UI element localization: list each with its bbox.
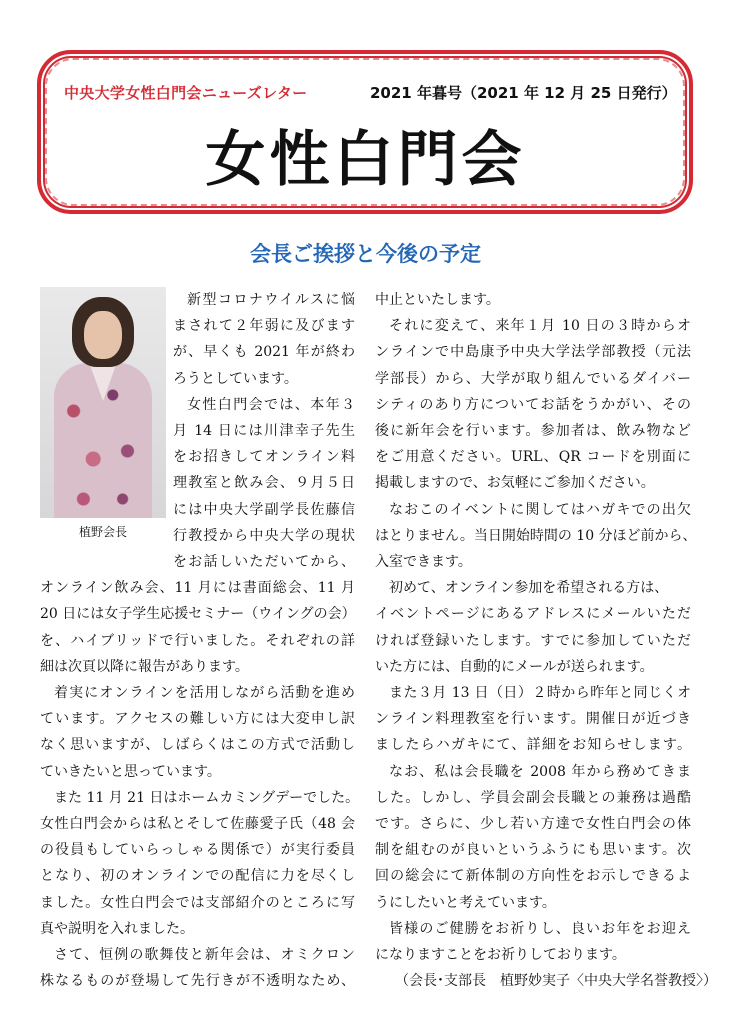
body-line: 初めて、オンライン参加を希望される方は、 (389, 580, 669, 597)
body-line: イベントページにあるアドレスにメールいただ (375, 606, 691, 623)
body-line: 真や説明を入れました。 (40, 920, 194, 937)
body-line: 入室できます。 (375, 554, 472, 570)
body-line: いた方には、自動的にメールが送られます。 (375, 658, 654, 675)
body-line: ンライン料理教室を行います。開催日が近づき (375, 711, 691, 728)
body-line: なお、私は会長職を 2008 年から務めてきま (389, 763, 691, 780)
photo-caption: 植野会長 (78, 525, 127, 539)
newsletter-name: 中央大学女性白門会ニューズレター (64, 84, 308, 102)
article-headline: 会長ご挨拶と今後の予定 (250, 242, 481, 266)
body-line: ています。アクセスの難しい方には大変申し訳 (40, 711, 355, 728)
body-line: さて、恒例の歌舞伎と新年会は、オミクロン (54, 947, 355, 963)
body-line: （会長･支部長 植野妙実子〈中央大学名誉教授〉） (395, 973, 717, 990)
body-line: 掲載しますので、お気軽にご参加ください。 (375, 475, 655, 492)
body-line: ろうとしています。 (173, 370, 298, 387)
body-line: になりますことをお祈りしております。 (375, 947, 626, 963)
body-line: ましたらハガキにて、詳細をお知らせします。 (375, 737, 691, 754)
body-line: ければ登録いたします。すでに参加していただ (375, 632, 691, 649)
body-line: 株なるものが登場して先行きが不透明なため、 (40, 973, 355, 990)
body-line: それに変えて、来年１月 10 日の３時からオ (389, 318, 691, 335)
president-photo (40, 287, 166, 518)
body-line: 新型コロナウイルスに悩 (187, 292, 355, 308)
body-line: 理教室と飲み会、９月５日 (173, 475, 355, 492)
body-line: をご用意ください。URL、QR コードを別面に (375, 449, 691, 466)
body-line: ました。女性白門会では支部紹介のところに写 (40, 894, 355, 911)
body-line: の役員もしていらっしゃる関係で）が実行委員 (40, 842, 355, 859)
body-line: 女性白門会では、本年３ (187, 396, 355, 413)
body-line: 後に新年会を行います。参加者は、飲み物など (375, 423, 691, 439)
body-line: まされて２年弱に及びます (173, 318, 355, 335)
body-line: 制を組むのが良いというふうにも思います。次 (375, 842, 691, 859)
body-line: はとりません。当日開始時間の 10 分ほど前から、 (375, 527, 697, 544)
issue-date: 2021 年暮号（2021 年 12 月 25 日発行） (370, 84, 677, 102)
body-line: 中止といたします。 (375, 292, 500, 308)
body-line: 細は次頁以降に報告があります。 (40, 658, 249, 675)
body-line: 着実にオンラインを活用しながら活動を進め (54, 685, 355, 701)
masthead-title: 女性白門会 (205, 125, 526, 195)
body-line: また 11 月 21 日はホームカミングデーでした。 (54, 789, 360, 806)
body-line: 女性白門会からは私とそして佐藤愛子氏（48 会 (40, 816, 355, 832)
body-line: をお話しいただいてから、 (173, 554, 355, 570)
body-line: なおこのイベントに関してはハガキでの出欠 (389, 501, 691, 518)
body-line: 20 日には女子学生応援セミナー（ウイングの会） (40, 606, 356, 623)
body-line: が、早くも 2021 年が終わ (173, 344, 355, 361)
body-line: した。しかし、学員会副会長職との兼務は過酷 (375, 789, 691, 806)
body-line: となり、初のオンラインでの配信に力を尽くし (40, 868, 355, 885)
body-line: です。さらに、少し若い方達で女性白門会の体 (375, 816, 691, 832)
body-line: を、ハイブリッドで行いました。それぞれの詳 (40, 632, 355, 649)
body-line: 月 14 日には川津幸子先生 (173, 423, 355, 439)
body-line: ていきたいと思っています。 (40, 763, 221, 780)
body-line: 行教授から中央大学の現状 (173, 527, 355, 544)
body-line: オンライン飲み会、11 月には書面総会、11 月 (40, 580, 355, 597)
body-line: 皆様のご健勝をお祈りし、良いお年をお迎え (389, 920, 691, 937)
body-line: また３月 13 日（日）２時から昨年と同じくオ (389, 685, 691, 701)
body-line: シティのあり方についてお話をうかがい、その (375, 396, 691, 413)
body-line: ンラインで中島康予中央大学法学部教授（元法 (375, 344, 691, 361)
body-line: には中央大学副学長佐藤信 (173, 501, 355, 518)
body-line: うにしたいと考えています。 (375, 894, 556, 911)
body-line: 学部長）から、大学が取り組んでいるダイバー (375, 370, 691, 387)
body-line: 回の総会にて新体制の方向性をお示しできるよ (375, 868, 691, 885)
body-line: なく思いますが、しばらくはこの方式で活動し (40, 737, 355, 754)
body-line: をお招きしてオンライン料 (173, 449, 355, 466)
